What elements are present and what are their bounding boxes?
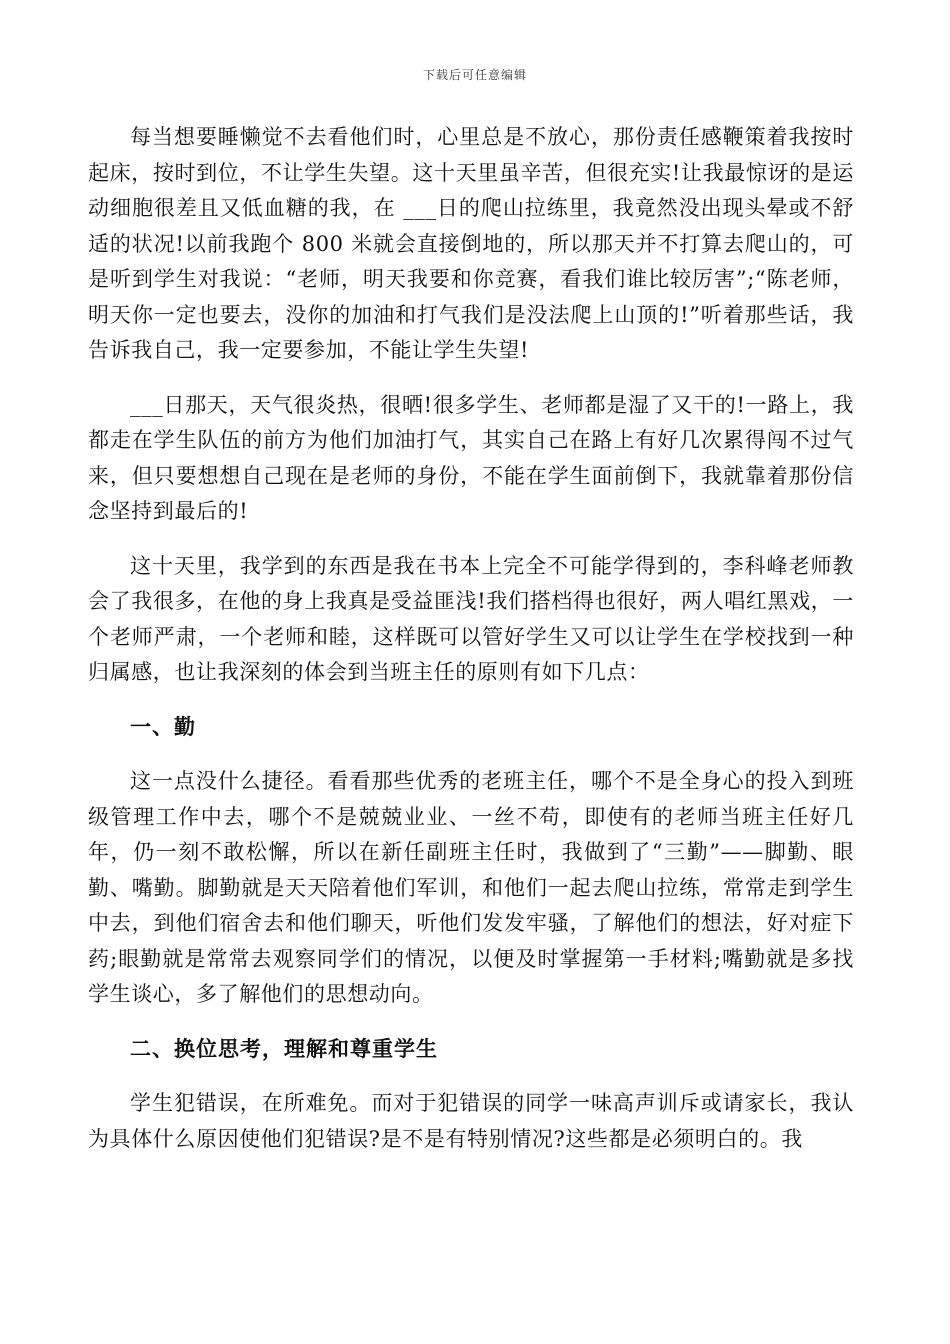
document-body	[88, 120, 854, 1176]
paragraph-5: 学生犯错误，在所难免。而对于犯错误的同学一味高声训斥或请家长，我认为具体什么原因使他们犯错误?是不是有特别情况?这些都是必须明白的。我	[88, 1091, 854, 1151]
section-heading-diligence: 一、勤	[130, 714, 196, 739]
paragraph-2: ___日那天，天气很炎热，很晒!很多学生、老师都是湿了又干的!一路上，我都走在学生队伍的前方为他们加油打气，其实自己在路上有好几次累得闯不过气来，但只要想想自己现在是老师的身份，不能在学生面前倒下，我就靠着那份信念坚持到最后的!	[88, 392, 854, 523]
header-note: 下载后可任意编辑	[422, 68, 527, 82]
paragraph-4: 这一点没什么捷径。看看那些优秀的老班主任，哪个不是全身心的投入到班级管理工作中去，哪个不是兢兢业业、一丝不苟，即使有的老师当班主任好几年，仍一刻不敢松懈，所以在新任副班主任时，我做到了“三勤”——脚勤、眼勤、嘴勤。脚勤就是天天陪着他们军训，和他们一起去爬山拉练，常常走到学生中去，到他们宿舍去和他们聊天，听他们发发牢骚，了解他们的想法，好对症下药;眼勤就是常常去观察同学们的情况，以便及时掌握第一手材料;嘴勤就是多找学生谈心，多了解他们的思想动向。	[88, 769, 854, 1006]
paragraph-3: 这十天里，我学到的东西是我在书本上完全不可能学得到的，李科峰老师教会了我很多，在他的身上我真是受益匪浅!我们搭档得也很好，两人唱红黑戏，一个老师严肃，一个老师和睦，这样既可以管好学生又可以让学生在学校找到一种归属感，也让我深刻的体会到当班主任的原则有如下几点：	[88, 553, 854, 684]
section-heading-empathy: 二、换位思考，理解和尊重学生	[130, 1036, 438, 1061]
paragraph-1: 每当想要睡懒觉不去看他们时，心里总是不放心，那份责任感鞭策着我按时起床，按时到位，不让学生失望。这十天里虽辛苦，但很充实!让我最惊讶的是运动细胞很差且又低血糖的我，在 ___日的爬山拉练里，我竟然没出现头晕或不舒适的状况!以前我跑个 800 米就会直接倒地的，所以那天并不打算去爬山的，可是听到学生对我说：“老师，明天我要和你竞赛，看我们谁比较厉害”;“陈老师，明天你一定也要去，没你的加油和打气我们是没法爬上山顶的!”听着那些话，我告诉我自己，我一定要参加，不能让学生失望!	[88, 125, 854, 362]
